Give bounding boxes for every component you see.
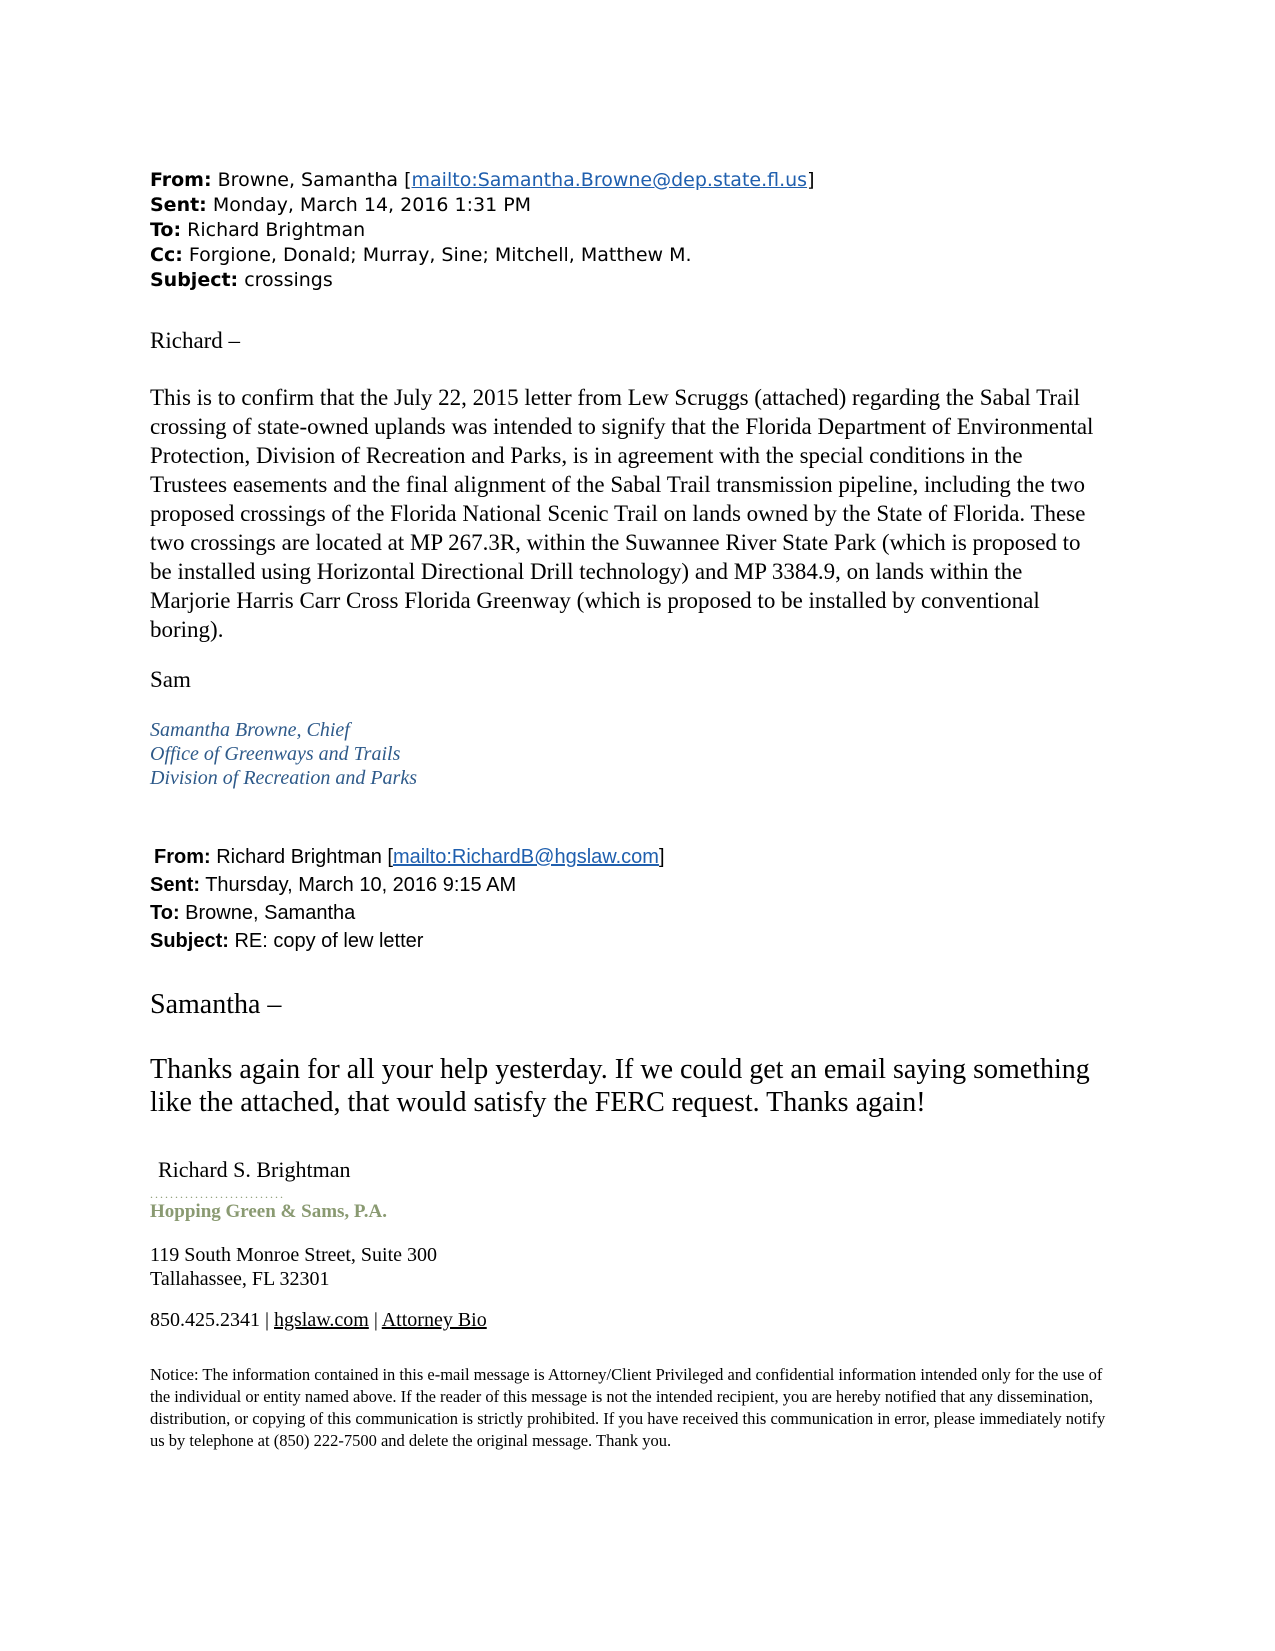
email1-header bbox=[150, 168, 815, 293]
email1-subject-line bbox=[150, 268, 815, 293]
sent-value: Thursday, March 10, 2016 9:15 AM bbox=[205, 874, 517, 896]
from-email-link[interactable]: mailto:RichardB@hgslaw.com bbox=[392, 846, 659, 868]
contact-line bbox=[150, 1308, 487, 1332]
email2-to-line bbox=[150, 899, 665, 927]
email2-from-line: From: Richard Brightman [mailto:RichardB@hgslaw.com] bbox=[154, 846, 665, 868]
subject-value: RE: copy of lew letter bbox=[234, 930, 424, 952]
email1-signature bbox=[150, 718, 417, 790]
sig-divider: ........................... bbox=[150, 1187, 285, 1201]
subject-value: crossings bbox=[244, 269, 333, 291]
sig-name: Richard S. Brightman bbox=[158, 1157, 351, 1182]
from-name: Richard Brightman bbox=[216, 846, 382, 868]
sent-label: Sent: bbox=[150, 194, 207, 216]
to-value: Richard Brightman bbox=[187, 219, 366, 241]
phone-number: 850.425.2341 bbox=[150, 1309, 260, 1331]
email1-from-line: From: Browne, Samantha [mailto:Samantha.Browne@dep.state.fl.us] bbox=[150, 169, 815, 191]
cc-label: Cc: bbox=[150, 244, 183, 266]
sig-title: Samantha Browne, Chief bbox=[150, 719, 350, 741]
to-value: Browne, Samantha bbox=[185, 902, 356, 924]
email1-sent-line bbox=[150, 193, 815, 218]
cc-value: Forgione, Donald; Murray, Sine; Mitchell, Matthew M. bbox=[188, 244, 692, 266]
site-link[interactable]: hgslaw.com bbox=[274, 1309, 369, 1331]
to-label: To: bbox=[150, 902, 180, 924]
subject-label: Subject: bbox=[150, 930, 229, 952]
sig-office: Office of Greenways and Trails bbox=[150, 743, 401, 765]
email2-sent-line bbox=[150, 871, 665, 899]
from-label: From: bbox=[150, 169, 212, 191]
to-label: To: bbox=[150, 219, 182, 241]
from-label: From: bbox=[154, 846, 211, 868]
email2-subject-line bbox=[150, 927, 665, 955]
address-line2: Tallahassee, FL 32301 bbox=[150, 1268, 330, 1290]
separator: | bbox=[373, 1309, 378, 1331]
email2-body: Thanks again for all your help yesterday. If we could get an email saying something like the attached, that would satisfy the FERC request. Thanks again! bbox=[150, 1054, 1090, 1118]
email1-greeting: Richard – bbox=[150, 328, 241, 353]
attorney-bio-link[interactable]: Attorney Bio bbox=[381, 1309, 487, 1331]
sent-value: Monday, March 14, 2016 1:31 PM bbox=[212, 194, 532, 216]
email2-greeting: Samantha – bbox=[150, 989, 282, 1020]
address-line1: 119 South Monroe Street, Suite 300 bbox=[150, 1244, 438, 1266]
email1-cc-line bbox=[150, 243, 815, 268]
firm-address bbox=[150, 1243, 437, 1291]
email1-body: This is to confirm that the July 22, 2015 letter from Lew Scruggs (attached) regarding the Sabal Trail crossing of state-owned uplands was intended to signify that the Florida Department of Environmental Protection, Division of Recreation and Parks, is in agreement with the special conditions in the Trustees easements and the final alignment of the Sabal Trail transmission pipeline, including the two proposed crossings of the Florida National Scenic Trail on lands owned by the State of Florida. These two crossings are located at MP 267.3R, within the Suwannee River State Park (which is proposed to be installed using Horizontal Directional Drill technology) and MP 3384.9, on lands within the Marjorie Harris Carr Cross Florida Greenway (which is proposed to be installed by conventional boring). bbox=[150, 385, 1094, 642]
subject-label: Subject: bbox=[150, 269, 239, 291]
email1-to-line bbox=[150, 218, 815, 243]
from-name: Browne, Samantha bbox=[217, 169, 399, 191]
sig-division: Division of Recreation and Parks bbox=[150, 767, 417, 789]
from-email-link[interactable]: mailto:Samantha.Browne@dep.state.fl.us bbox=[411, 169, 808, 191]
confidentiality-notice: Notice: The information contained in this e-mail message is Attorney/Client Privileged and confidential information intended only for the use of the individual or entity named above. If the reader of this message is not the intended recipient, you are hereby notified that any dissemination, distribution, or copying of this communication is strictly prohibited. If you have received this communication in error, please immediately notify us by telephone at (850) 222-7500 and delete the original message. Thank you. bbox=[150, 1365, 1106, 1450]
email2-header bbox=[150, 843, 665, 955]
separator: | bbox=[265, 1309, 270, 1331]
firm-name: Hopping Green & Sams, P.A. bbox=[150, 1201, 388, 1222]
email1-closing: Sam bbox=[150, 667, 191, 692]
sent-label: Sent: bbox=[150, 874, 200, 896]
